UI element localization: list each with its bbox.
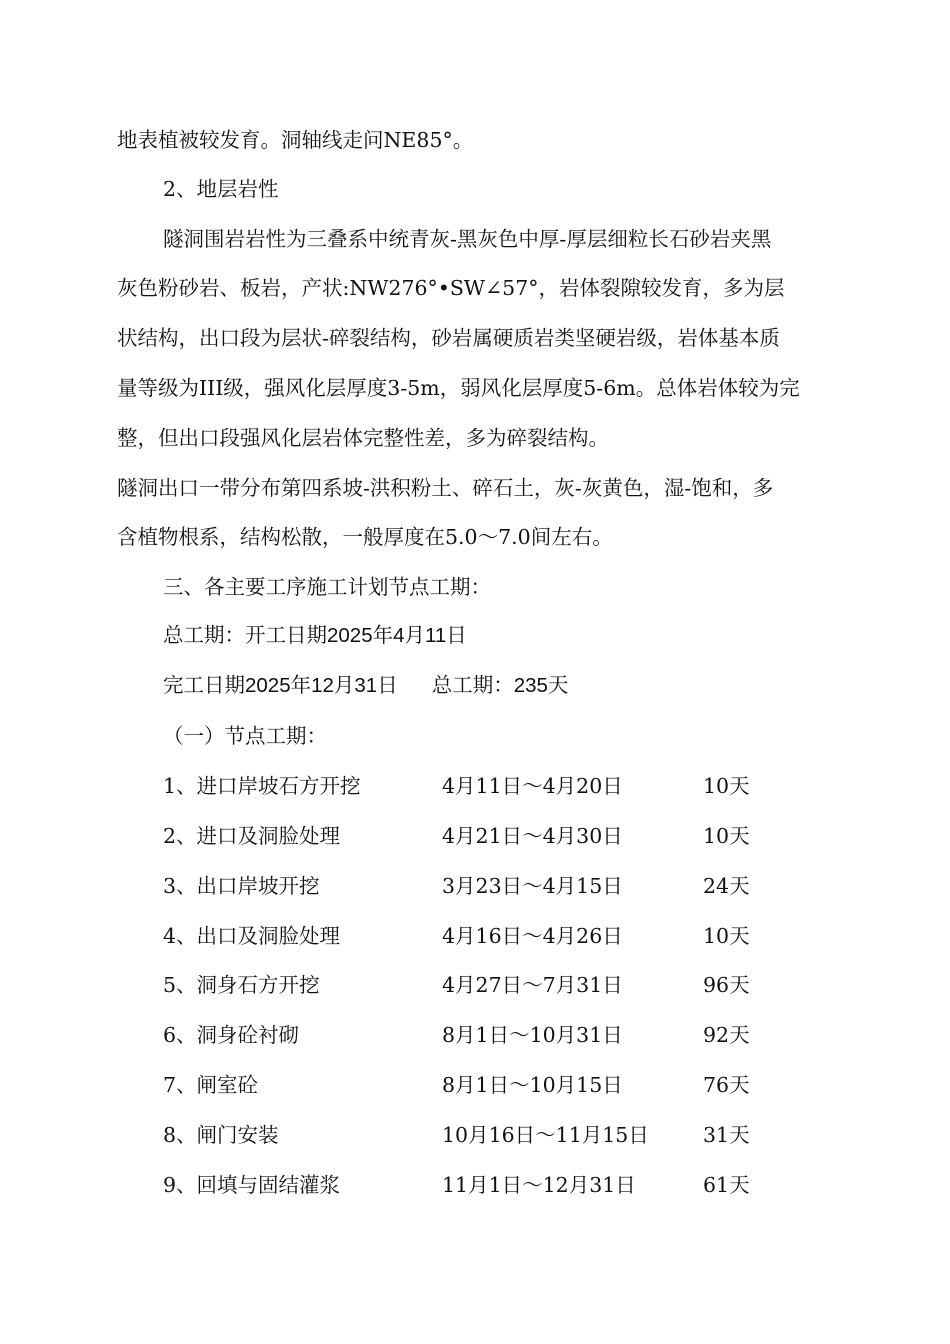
milestone-days: 61天 [703, 1173, 750, 1197]
milestone-days: 10天 [703, 924, 750, 948]
total-duration: 总工期：235天 [431, 674, 569, 697]
milestone-name: 7、闸室砼 [163, 1073, 259, 1097]
milestone-days: 10天 [703, 774, 750, 798]
milestone-row [163, 921, 823, 951]
paragraph-vegetation: 地表植被较发育。洞轴线走问NE85°。 [117, 128, 474, 152]
milestone-days: 92天 [703, 1024, 750, 1045]
milestone-name: 8、闸门安装 [163, 1123, 279, 1147]
total-schedule-start: 总工期：开工日期2025年4月11日 [163, 624, 467, 647]
total-schedule-finish [163, 671, 903, 701]
milestone-row [163, 1020, 823, 1050]
milestone-days: 10天 [703, 824, 750, 848]
heading-milestones: （一）节点工期： [163, 724, 327, 748]
milestone-range: 8月1日～10月31日 [442, 1023, 623, 1047]
finish-date: 完工日期2025年12月31日 [163, 674, 398, 697]
milestone-name: 9、回填与固结灌浆 [163, 1173, 341, 1197]
milestone-range: 10月16日～11月15日 [442, 1123, 649, 1147]
paragraph-quaternary-line-2: 含植物根系，结构松散，一般厚度在5.0～7.0间左右。 [117, 525, 613, 549]
heading-stratum-lithology: 2、地层岩性 [163, 177, 279, 201]
paragraph-lithology-line-1: 隧洞围岩岩性为三叠系中统青灰-黑灰色中厚-厚层细粒长石砂岩夹黑 [163, 227, 772, 251]
milestone-days: 76天 [703, 1073, 750, 1097]
paragraph-lithology-line-3: 状结构，出口段为层状-碎裂结构，砂岩属硬质岩类坚硬岩级，岩体基本质 [117, 326, 780, 350]
milestone-name: 4、出口及洞脸处理 [163, 924, 341, 948]
milestone-range: 3月23日～4月15日 [442, 874, 623, 898]
milestone-range: 4月11日～4月20日 [442, 774, 623, 798]
milestone-row [163, 970, 823, 1000]
milestone-range: 4月27日～7月31日 [442, 973, 623, 997]
milestone-name: 5、洞身石方开挖 [163, 973, 320, 997]
milestone-range: 4月16日～4月26日 [442, 924, 623, 948]
milestone-range: 4月21日～4月30日 [442, 824, 623, 848]
milestone-days: 31天 [703, 1123, 750, 1147]
milestone-days: 24天 [703, 874, 750, 898]
milestone-row [163, 1120, 823, 1150]
paragraph-quaternary-line-1: 隧洞出口一带分布第四系坡-洪积粉土、碎石土，灰-灰黄色，湿-饱和，多 [117, 476, 774, 500]
heading-section-3: 三、各主要工序施工计划节点工期： [163, 575, 491, 599]
milestone-row [163, 821, 823, 851]
milestone-row [163, 771, 823, 801]
paragraph-lithology-line-4: 量等级为III级，强风化层厚度3-5m，弱风化层厚度5-6m。总体岩体较为完 [117, 376, 800, 400]
milestone-row [163, 871, 823, 901]
milestone-name: 3、出口岸坡开挖 [163, 874, 320, 898]
paragraph-lithology-line-5: 整，但出口段强风化层岩体完整性差，多为碎裂结构。 [117, 426, 609, 450]
milestone-name: 6、洞身砼衬砌 [163, 1023, 300, 1047]
milestone-row [163, 1070, 823, 1100]
milestone-name: 2、进口及洞脸处理 [163, 824, 341, 848]
milestone-range: 8月1日～10月15日 [442, 1073, 623, 1097]
milestone-name: 1、进口岸坡石方开挖 [163, 774, 361, 798]
milestone-days: 96天 [703, 973, 750, 997]
milestone-range: 11月1日～12月31日 [442, 1173, 636, 1197]
paragraph-lithology-line-2: 灰色粉砂岩、板岩，产状:NW276°•SW∠57°，岩体裂隙较发育，多为层 [117, 276, 785, 300]
milestone-row [163, 1170, 823, 1200]
